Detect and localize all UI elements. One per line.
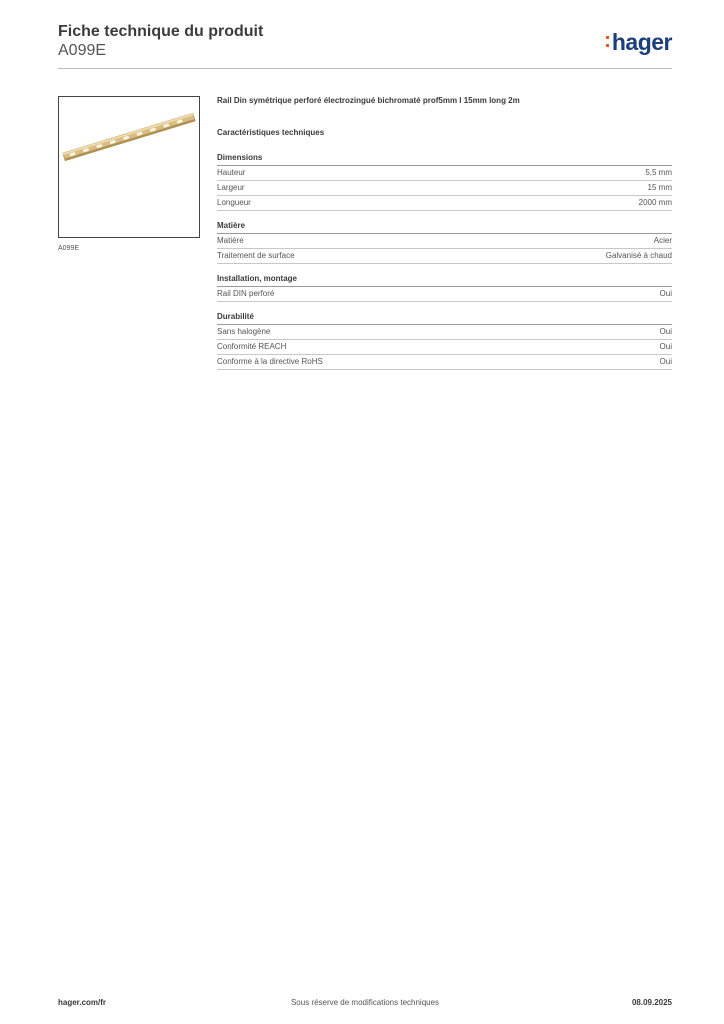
footer-website-link[interactable]: hager.com/fr	[58, 998, 107, 1007]
table-row	[217, 340, 672, 355]
row-label: Traitement de surface	[217, 251, 295, 260]
footer-notice: Sous réserve de modifications techniques	[290, 998, 440, 1007]
row-value: 15 mm	[647, 183, 672, 192]
din-rail-icon	[59, 97, 199, 237]
row-label: Largeur	[217, 183, 245, 192]
table-row	[217, 355, 672, 370]
row-label: Conforme à la directive RoHS	[217, 357, 323, 366]
row-value: Acier	[653, 236, 672, 245]
row-value: Galvanisé à chaud	[605, 251, 672, 260]
table-row	[217, 181, 672, 196]
row-value: Oui	[659, 289, 672, 298]
row-value: 2000 mm	[638, 198, 672, 207]
product-description: Rail Din symétrique perforé électrozingué bichromaté prof5mm l 15mm long 2m	[217, 96, 520, 105]
table-row	[217, 166, 672, 181]
section-title: Durabilité	[217, 312, 672, 325]
table-row	[217, 249, 672, 264]
page-title: Fiche technique du produit	[58, 23, 264, 40]
row-label: Conformité REACH	[217, 342, 287, 351]
row-value: 5,5 mm	[645, 168, 672, 177]
logo-dots-icon	[606, 30, 610, 50]
section-installation	[217, 274, 672, 302]
table-row	[217, 196, 672, 211]
header-text	[58, 22, 263, 60]
row-value: Oui	[659, 342, 672, 351]
row-label: Rail DIN perforé	[217, 289, 275, 298]
product-reference: A099E	[58, 42, 107, 59]
logo-text: hager	[611, 29, 672, 55]
section-title: Installation, montage	[217, 274, 672, 287]
table-row	[217, 325, 672, 340]
row-label: Matière	[217, 236, 244, 245]
footer-date: 08.09.2025	[631, 998, 672, 1007]
characteristics-heading: Caractéristiques techniques	[217, 128, 325, 137]
row-label: Sans halogène	[217, 327, 271, 336]
product-image	[58, 96, 200, 238]
table-row	[217, 287, 672, 302]
image-caption: A099E	[58, 245, 80, 252]
row-label: Hauteur	[217, 168, 246, 177]
product-details	[217, 96, 672, 380]
section-dimensions	[217, 153, 672, 211]
section-title: Dimensions	[217, 153, 672, 166]
section-title: Matière	[217, 221, 672, 234]
header-divider	[58, 68, 672, 69]
section-durability	[217, 312, 672, 370]
hager-logo	[606, 30, 672, 54]
row-value: Oui	[659, 357, 672, 366]
table-row	[217, 234, 672, 249]
row-label: Longueur	[217, 198, 251, 207]
row-value: Oui	[659, 327, 672, 336]
section-material	[217, 221, 672, 264]
